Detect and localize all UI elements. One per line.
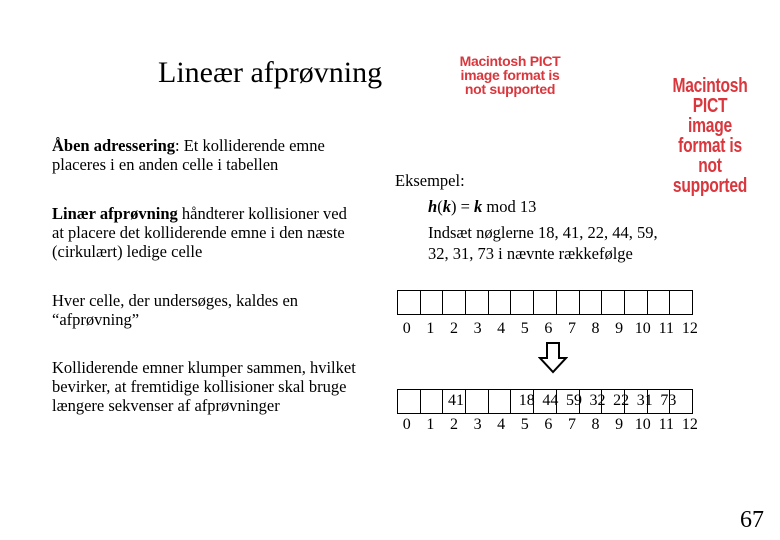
index-row-bottom [395,416,702,434]
index-label: 1 [426,320,435,337]
index-label: 12 [681,416,698,433]
insert-keys-line-1: Indsæt nøglerne 18, 41, 22, 44, 59, [428,223,658,242]
term-open-addressing: Åben adressering [52,136,175,155]
index-label: 5 [520,416,529,433]
example-label: Eksempel: [395,171,465,190]
index-label: 11 [658,416,675,433]
table-cell [510,290,534,315]
table-cell [420,290,444,315]
index-label: 4 [497,416,506,433]
cell-value: 22 [613,392,630,409]
insert-keys-line-2: 32, 31, 73 i nævnte rækkefølge [428,244,633,263]
hash-function: h(k) = k mod 13 [428,197,537,216]
index-label: 6 [544,416,553,433]
index-label: 3 [473,320,482,337]
pict-placeholder-2: Macintosh PICT image format is not supported [672,75,748,197]
hash-fn-arg: k [442,197,451,216]
page-title: Lineær afprøvning [158,56,383,89]
paragraph-open-addressing [52,136,362,174]
paragraph-text: håndterer kollisioner ved at placere det kolliderende emne i den næste (cirkulært) ledige celle [52,204,347,261]
index-label: 8 [591,416,600,433]
table-cell [579,290,603,315]
cell-value: 41 [447,392,464,409]
cell-value: 31 [636,392,653,409]
filled-values-row [397,392,704,410]
index-label: 11 [658,320,675,337]
cell-value: 44 [542,392,559,409]
index-label: 0 [402,416,411,433]
index-label: 12 [681,320,698,337]
hash-var: k [474,197,483,216]
paragraph-probe-definition: Hver celle, der undersøges, kaldes en “afprøvning” [52,291,299,329]
hash-fn-name: h [428,197,438,216]
table-cell [556,290,580,315]
index-label: 3 [473,416,482,433]
paragraph-clustering: Kolliderende emner klumper sammen, hvilket bevirker, at fremtidige kollisioner skal bruge længere sekvenser af afprøvninger [52,358,356,415]
paragraph-linear-probing [52,204,362,261]
index-label: 10 [634,320,651,337]
table-cell [647,290,671,315]
index-row-top [395,320,702,338]
index-label: 7 [567,416,576,433]
index-label: 1 [426,416,435,433]
table-cell [397,290,421,315]
empty-hash-table [397,290,693,315]
hash-eq: = [456,197,474,216]
table-cell [442,290,466,315]
index-label: 6 [544,320,553,337]
index-label: 0 [402,320,411,337]
cell-value: 59 [565,392,582,409]
table-cell [488,290,512,315]
table-cell [533,290,557,315]
index-label: 9 [615,416,624,433]
pict-placeholder-1: Macintosh PICT image format is not supported [459,53,561,97]
table-cell [669,290,693,315]
table-cell [601,290,625,315]
hash-mod: mod 13 [482,197,537,216]
index-label: 10 [634,416,651,433]
cell-value: 32 [589,392,606,409]
cell-value: 18 [518,392,535,409]
index-label: 8 [591,320,600,337]
cell-value: 73 [660,392,677,409]
index-label: 5 [520,320,529,337]
index-label: 9 [615,320,624,337]
index-label: 7 [567,320,576,337]
page-number: 67 [740,507,764,533]
index-label: 4 [497,320,506,337]
index-label: 2 [449,416,458,433]
table-cell [465,290,489,315]
index-label: 2 [449,320,458,337]
term-linear-probing: Linær afprøvning [52,204,178,223]
table-cell [624,290,648,315]
paragraph-text: : Et kolliderende emne placeres i en anden celle i tabellen [52,136,325,174]
hollow-down-arrow-icon [538,342,568,374]
